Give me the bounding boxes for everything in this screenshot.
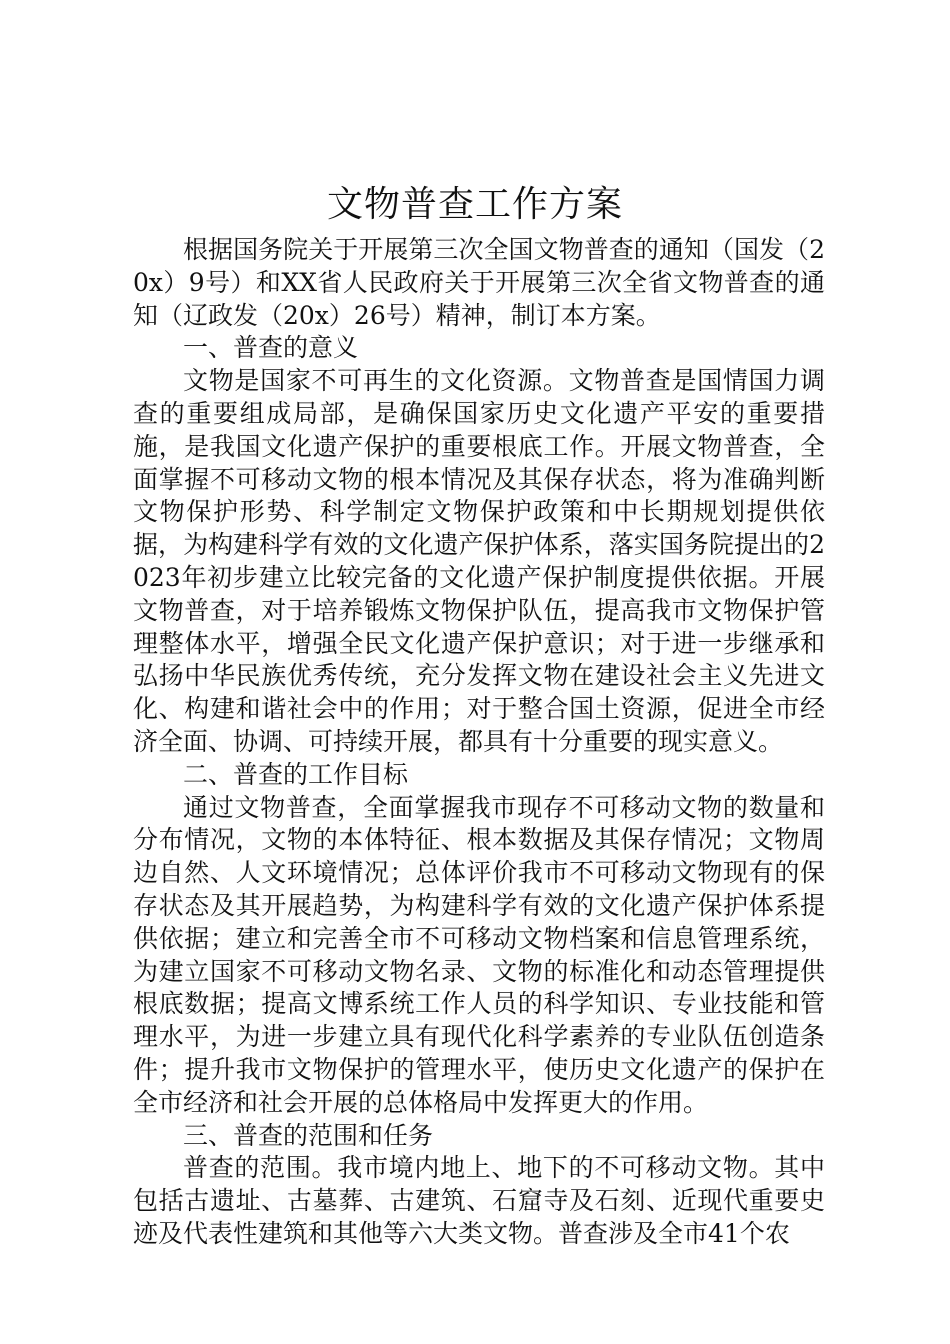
section-2-paragraph: 通过文物普查，全面掌握我市现存不可移动文物的数量和分布情况，文物的本体特征、根本数据及其保存情况；文物周边自然、人文环境情况；总体评价我市不可移动文物现有的保存状态及其开展趋势，为构建科学有效的文化遗产保护体系提供依据；建立和完善全市不可移动文物档案和信息管理系统，为建立国家不可移动文物名录、文物的标准化和动态管理提供根底数据；提高文博系统工作人员的科学知识、专业技能和管理水平，为进一步建立具有现代化科学素养的专业队伍创造条件；提升我市文物保护的管理水平，使历史文化遗产的保护在全市经济和社会开展的总体格局中发挥更大的作用。 [133,792,825,1117]
section-2-heading: 二、普查的工作目标 [183,759,409,789]
document-body [133,234,825,1251]
document-title: 文物普查工作方案 [326,184,623,225]
section-1-heading: 一、普查的意义 [183,333,359,363]
section-3-heading: 三、普查的范围和任务 [183,1120,434,1150]
section-3-paragraph: 普查的范围。我市境内地上、地下的不可移动文物。其中包括古遗址、古墓葬、古建筑、石窟寺及石刻、近现代重要史迹及代表性建筑和其他等六大类文物。普查涉及全市41个农 [133,1153,825,1248]
section-1-paragraph: 文物是国家不可再生的文化资源。文物普查是国情国力调查的重要组成局部，是确保国家历史文化遗产平安的重要措施，是我国文化遗产保护的重要根底工作。开展文物普查，全面掌握不可移动文物的根本情况及其保存状态，将为准确判断文物保护形势、科学制定文物保护政策和中长期规划提供依据，为构建科学有效的文化遗产保护体系，落实国务院提出的2023年初步建立比较完备的文化遗产保护制度提供依据。开展文物普查，对于培养锻炼文物保护队伍，提高我市文物保护管理整体水平，增强全民文化遗产保护意识；对于进一步继承和弘扬中华民族优秀传统，充分发挥文物在建设社会主义先进文化、构建和谐社会中的作用；对于整合国土资源，促进全市经济全面、协调、可持续开展，都具有十分重要的现实意义。 [133,366,825,756]
intro-paragraph: 根据国务院关于开展第三次全国文物普查的通知（国发（20x）9号）和XX省人民政府关于开展第三次全省文物普查的通知（辽政发（20x）26号）精神，制订本方案。 [133,235,825,330]
